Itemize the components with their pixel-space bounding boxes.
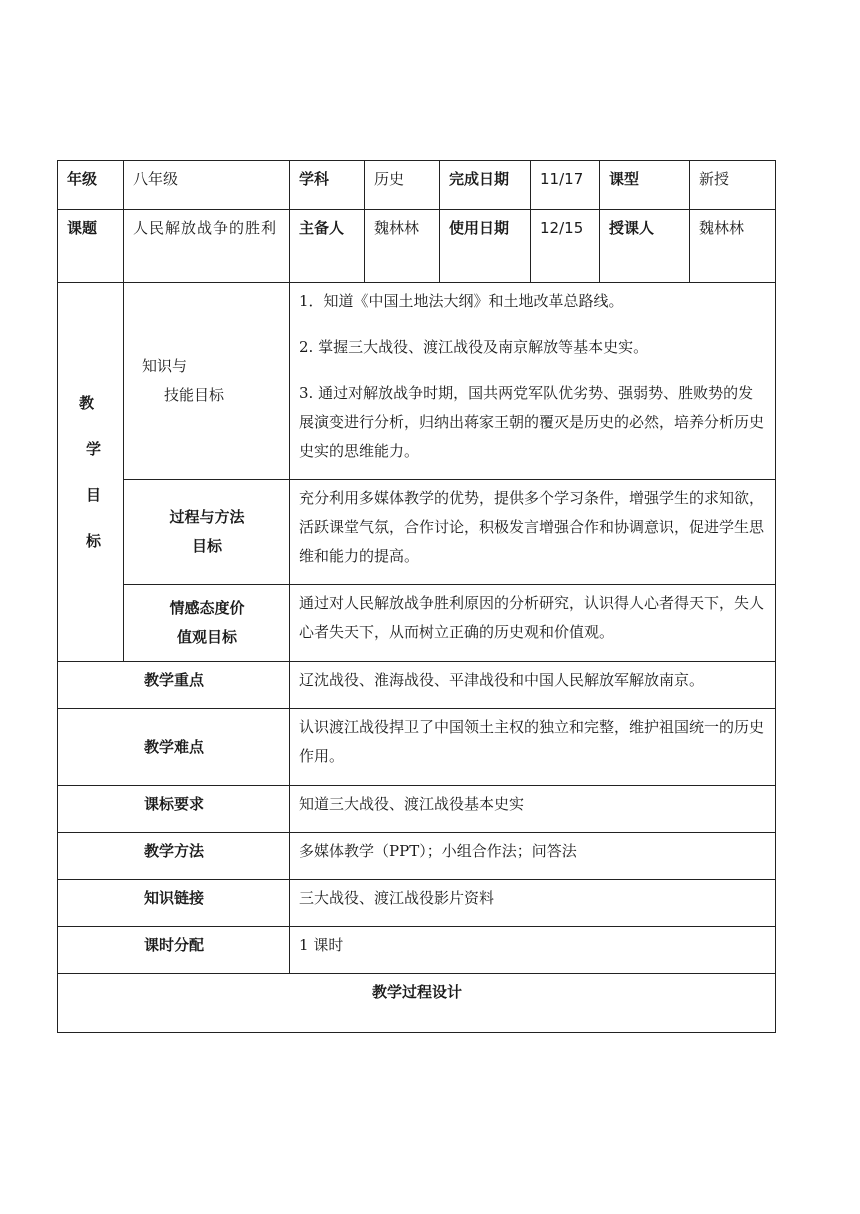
knowledge-item-1: 1．知道《中国土地法大纲》和土地改革总路线。 [299, 292, 624, 310]
knowledge-label-line2: 技能目标 [164, 386, 225, 404]
subject-value: 历史 [365, 161, 440, 210]
emotion-goal-content: 通过对人民解放战争胜利原因的分析研究，认识得人心者得天下，失人心者失天下，从而树立正确的历史观和价值观。 [290, 585, 776, 662]
teacher-label: 授课人 [600, 210, 690, 283]
goal-emotion-row [58, 585, 776, 662]
key-point-row [58, 662, 776, 709]
use-date-value: 12/15 [531, 210, 600, 283]
process-design-row [58, 974, 776, 1033]
time-allocation-content: 1 课时 [290, 927, 776, 974]
knowledge-item-2: 2. 掌握三大战役、渡江战役及南京解放等基本史实。 [299, 338, 649, 356]
side-char-2: 学 [85, 439, 101, 458]
process-label-line1: 过程与方法 [169, 508, 245, 526]
process-design-title: 教学过程设计 [58, 974, 776, 1033]
difficulty-label: 教学难点 [58, 709, 290, 786]
topic-value: 人民解放战争的胜利 [124, 210, 290, 283]
difficulty-row [58, 709, 776, 786]
side-char-1: 教 [78, 393, 94, 412]
process-goal-content: 充分利用多媒体教学的优势，提供多个学习条件，增强学生的求知欲，活跃课堂气氛，合作讨论，积极发言增强合作和协调意识，促进学生思维和能力的提高。 [290, 480, 776, 585]
time-allocation-row [58, 927, 776, 974]
knowledge-goal-content [290, 283, 776, 480]
knowledge-link-row [58, 880, 776, 927]
key-point-label: 教学重点 [58, 662, 290, 709]
difficulty-content: 认识渡江战役捍卫了中国领土主权的独立和完整，维护祖国统一的历史作用。 [290, 709, 776, 786]
lesson-type-value: 新授 [690, 161, 776, 210]
standard-label: 课标要求 [58, 786, 290, 833]
emotion-label-line2: 值观目标 [177, 628, 238, 646]
emotion-label-line1: 情感态度价 [169, 599, 245, 617]
method-label: 教学方法 [58, 833, 290, 880]
process-label-line2: 目标 [192, 537, 223, 555]
knowledge-item-3: 3. 通过对解放战争时期，国共两党军队优劣势、强弱势、胜败势的发展演变进行分析，归纳出蒋家王朝的覆灭是历史的必然，培养分析历史史实的思维能力。 [299, 384, 765, 460]
standard-content: 知道三大战役、渡江战役基本史实 [290, 786, 776, 833]
header-row-2 [58, 210, 776, 283]
lesson-plan-table [57, 160, 776, 1033]
goal-process-row [58, 480, 776, 585]
goal-knowledge-row [58, 283, 776, 480]
lesson-type-label: 课型 [600, 161, 690, 210]
teacher-value: 魏林林 [690, 210, 776, 283]
preparer-label: 主备人 [290, 210, 365, 283]
subject-label: 学科 [290, 161, 365, 210]
knowledge-label-line1: 知识与 [142, 357, 188, 375]
side-char-3: 目 [85, 485, 101, 504]
time-allocation-label: 课时分配 [58, 927, 290, 974]
header-row-1 [58, 161, 776, 210]
knowledge-link-label: 知识链接 [58, 880, 290, 927]
teaching-goals-side-label [58, 283, 124, 662]
method-row [58, 833, 776, 880]
preparer-value: 魏林林 [365, 210, 440, 283]
knowledge-link-content: 三大战役、渡江战役影片资料 [290, 880, 776, 927]
grade-value: 八年级 [124, 161, 290, 210]
topic-label: 课题 [58, 210, 124, 283]
process-goal-label [124, 480, 290, 585]
knowledge-goal-label [124, 283, 290, 480]
key-point-content: 辽沈战役、淮海战役、平津战役和中国人民解放军解放南京。 [290, 662, 776, 709]
side-char-4: 标 [85, 531, 101, 550]
lesson-plan-sheet [57, 160, 775, 1033]
use-date-label: 使用日期 [440, 210, 531, 283]
emotion-goal-label [124, 585, 290, 662]
finish-date-value: 11/17 [531, 161, 600, 210]
method-content: 多媒体教学（PPT）；小组合作法；问答法 [290, 833, 776, 880]
finish-date-label: 完成日期 [440, 161, 531, 210]
grade-label: 年级 [58, 161, 124, 210]
standard-row [58, 786, 776, 833]
